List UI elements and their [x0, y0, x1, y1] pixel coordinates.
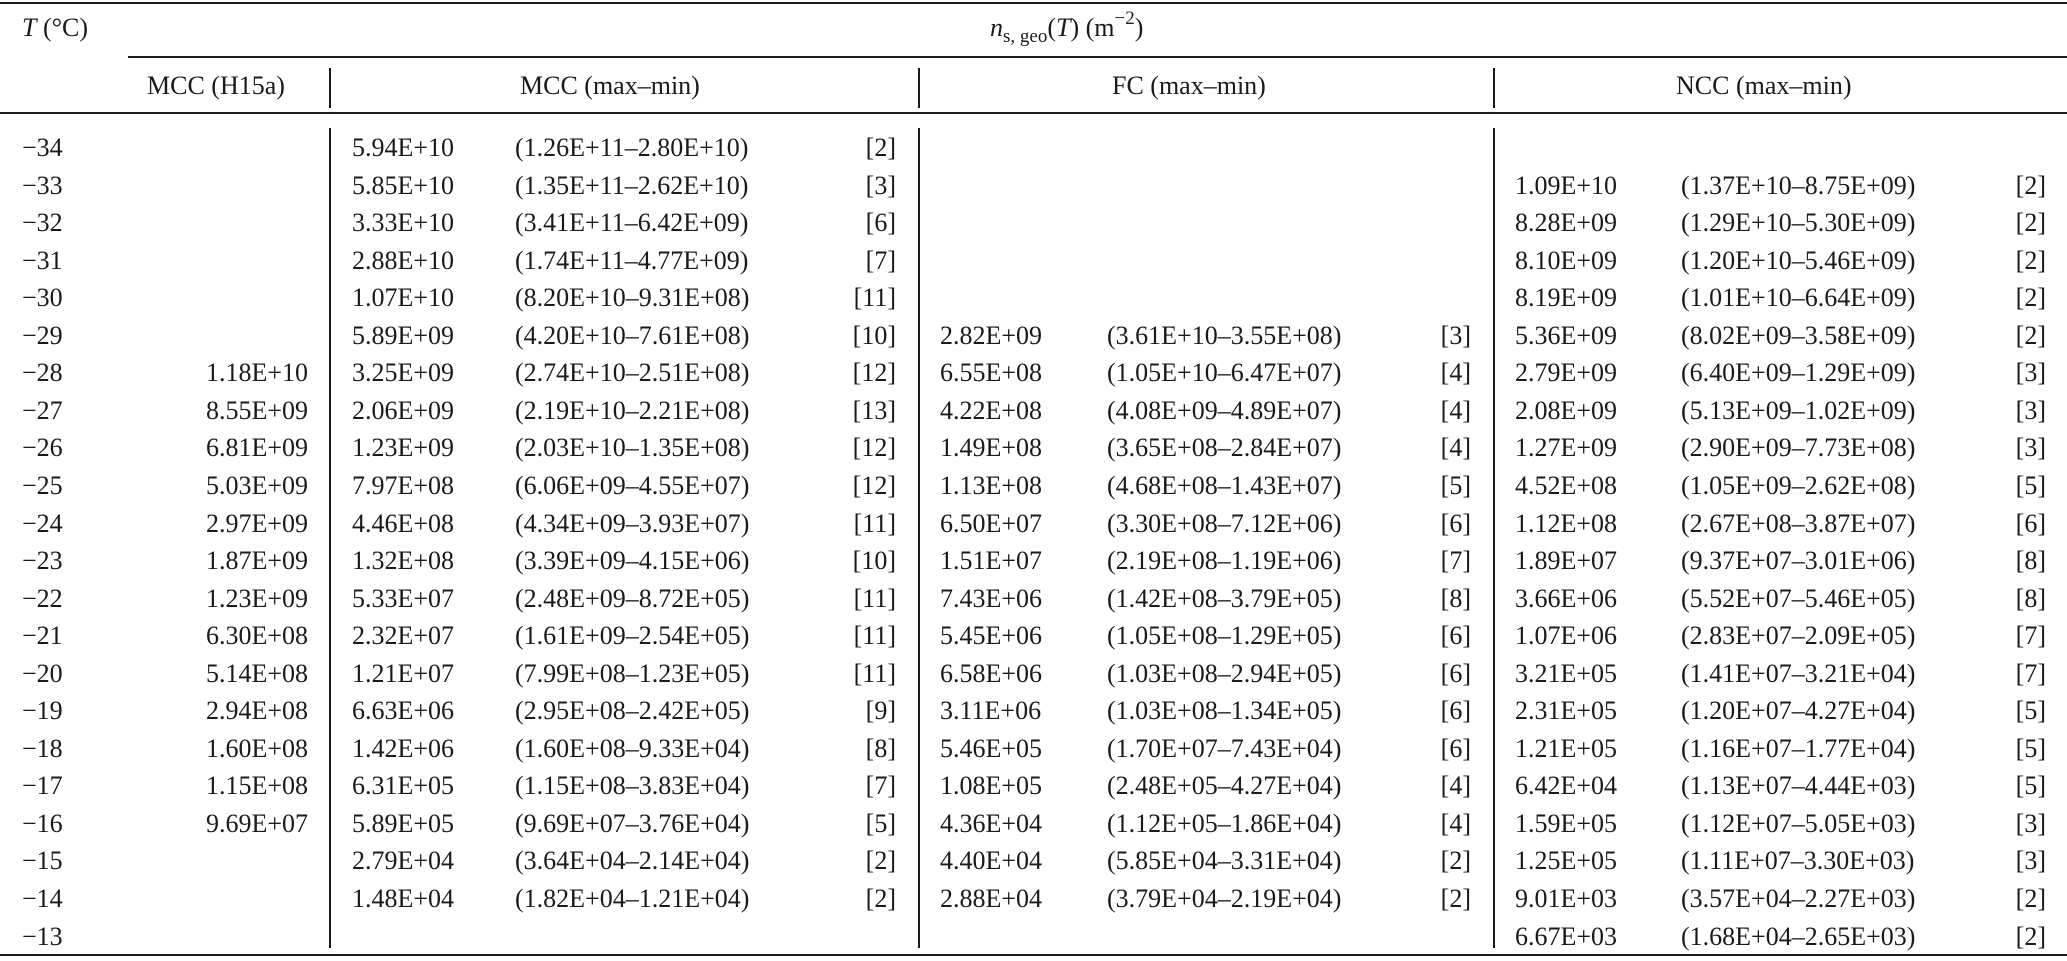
divider [329, 68, 331, 108]
fc-median: 6.50E+07 [940, 508, 1043, 538]
ncc-count: [2] [2015, 884, 2046, 913]
mcc-count: [8] [865, 733, 896, 763]
ncc-count: [8] [2015, 546, 2046, 576]
fc-range: (1.12E+05–1.86E+04) [1107, 808, 1342, 838]
ncc-count: [5] [2015, 696, 2046, 726]
ns-paren-close: ) [1134, 13, 1144, 42]
fc-count: [4] [1440, 771, 1471, 801]
mcc-range: (7.99E+08–1.23E+05) [515, 658, 750, 688]
mcc-median: 6.31E+05 [352, 771, 455, 801]
fc-range: (1.05E+08–1.29E+05) [1107, 621, 1342, 651]
fc-range: (2.19E+08–1.19E+06) [1107, 546, 1342, 576]
mcc-count: [9] [865, 696, 896, 726]
ncc-count: [3] [2015, 808, 2046, 838]
mcc-median: 6.63E+06 [352, 696, 455, 726]
subheader-fc-maxmin: FC (max–min) [1112, 71, 1266, 100]
fc-range: (3.65E+08–2.84E+07) [1107, 433, 1342, 463]
temperature-unit: (°C) [36, 13, 89, 42]
fc-count: [5] [1440, 470, 1471, 500]
mcc-h15a-value: 1.60E+08 [205, 733, 308, 763]
span-underline [128, 56, 2067, 58]
mcc-count: [2] [865, 133, 896, 162]
mcc-range: (4.34E+09–3.93E+07) [515, 508, 750, 538]
fc-range: (5.85E+04–3.31E+04) [1107, 846, 1342, 876]
mcc-range: (1.26E+11–2.80E+10) [515, 133, 749, 162]
fc-median: 6.58E+06 [940, 658, 1043, 688]
ncc-count: [2] [2015, 170, 2046, 200]
ncc-range: (1.20E+10–5.46E+09) [1681, 245, 1916, 275]
mcc-count: [10] [852, 320, 896, 350]
mcc-median: 1.42E+06 [352, 733, 455, 763]
ncc-range: (1.41E+07–3.21E+04) [1681, 658, 1916, 688]
ncc-median: 1.12E+08 [1515, 508, 1618, 538]
fc-median: 1.49E+08 [940, 433, 1043, 463]
temperature-cell: −28 [22, 358, 63, 388]
ncc-median: 1.21E+05 [1515, 733, 1618, 763]
mcc-median: 3.33E+10 [352, 208, 455, 238]
fc-range: (3.30E+08–7.12E+06) [1107, 508, 1342, 538]
ncc-median: 2.79E+09 [1515, 358, 1618, 388]
ncc-median: 3.66E+06 [1515, 583, 1618, 613]
ncc-range: (1.37E+10–8.75E+09) [1681, 170, 1916, 200]
ncc-range: (1.68E+04–2.65E+03) [1681, 921, 1916, 951]
mcc-median: 5.33E+07 [352, 583, 455, 613]
mcc-median: 1.07E+10 [352, 283, 455, 313]
mcc-h15a-value: 9.69E+07 [205, 808, 308, 838]
fc-count: [2] [1440, 884, 1471, 913]
ncc-count: [7] [2015, 621, 2046, 651]
fc-range: (4.68E+08–1.43E+07) [1107, 470, 1342, 500]
ncc-range: (2.90E+09–7.73E+08) [1681, 433, 1916, 463]
ncc-count: [3] [2015, 358, 2046, 388]
ncc-range: (8.02E+09–3.58E+09) [1681, 320, 1916, 350]
divider [918, 68, 920, 108]
fc-median: 5.45E+06 [940, 621, 1043, 651]
ns-subscript: s, geo [1003, 26, 1048, 47]
ncc-median: 5.36E+09 [1515, 320, 1618, 350]
ncc-range: (1.20E+07–4.27E+04) [1681, 696, 1916, 726]
ncc-median: 1.89E+07 [1515, 546, 1618, 576]
ncc-range: (1.11E+07–3.30E+03) [1681, 846, 1915, 876]
fc-count: [4] [1440, 433, 1471, 463]
fc-count: [6] [1440, 733, 1471, 763]
mcc-count: [10] [852, 546, 896, 576]
mcc-h15a-value: 1.18E+10 [205, 358, 308, 388]
ncc-median: 8.28E+09 [1515, 208, 1618, 238]
temperature-cell: −29 [22, 320, 63, 350]
mcc-count: [11] [853, 583, 896, 613]
ncc-range: (1.16E+07–1.77E+04) [1681, 733, 1916, 763]
temperature-cell: −25 [22, 470, 63, 500]
ns-unit-exponent: −2 [1114, 8, 1135, 29]
fc-range: (3.61E+10–3.55E+08) [1107, 320, 1342, 350]
mcc-median: 2.79E+04 [352, 846, 455, 876]
mcc-median: 2.06E+09 [352, 395, 455, 425]
mcc-median: 1.32E+08 [352, 546, 455, 576]
fc-median: 3.11E+06 [940, 696, 1042, 726]
mcc-h15a-value: 2.97E+09 [205, 508, 308, 538]
mcc-h15a-value: 6.30E+08 [205, 621, 308, 651]
temperature-cell: −21 [22, 621, 63, 651]
fc-count: [4] [1440, 808, 1471, 838]
mcc-range: (2.74E+10–2.51E+08) [515, 358, 750, 388]
mcc-range: (3.64E+04–2.14E+04) [515, 846, 750, 876]
ncc-median: 1.27E+09 [1515, 433, 1618, 463]
temperature-cell: −32 [22, 208, 63, 238]
divider [329, 128, 331, 948]
temperature-cell: −13 [22, 921, 63, 951]
fc-range: (1.03E+08–1.34E+05) [1107, 696, 1342, 726]
ncc-count: [8] [2015, 583, 2046, 613]
mcc-count: [11] [853, 621, 896, 651]
mcc-median: 1.21E+07 [352, 658, 455, 688]
temperature-cell: −17 [22, 771, 63, 801]
temperature-cell: −27 [22, 395, 63, 425]
fc-count: [7] [1440, 546, 1471, 576]
temperature-cell: −15 [22, 846, 63, 876]
temperature-cell: −16 [22, 808, 63, 838]
mcc-range: (1.74E+11–4.77E+09) [515, 245, 749, 275]
mcc-count: [12] [852, 433, 896, 463]
mcc-range: (1.15E+08–3.83E+04) [515, 771, 750, 801]
fc-count: [3] [1440, 320, 1471, 350]
fc-median: 2.88E+04 [940, 884, 1043, 913]
ncc-count: [5] [2015, 733, 2046, 763]
ncc-count: [3] [2015, 395, 2046, 425]
mcc-range: (2.03E+10–1.35E+08) [515, 433, 750, 463]
fc-count: [4] [1440, 395, 1471, 425]
ncc-median: 8.19E+09 [1515, 283, 1618, 313]
mcc-count: [11] [853, 283, 896, 313]
ns-paren-open: ( [1047, 13, 1056, 42]
ncc-count: [2] [2015, 921, 2046, 951]
mcc-h15a-value: 5.14E+08 [205, 658, 308, 688]
fc-median: 7.43E+06 [940, 583, 1043, 613]
ncc-count: [3] [2015, 433, 2046, 463]
ncc-median: 6.67E+03 [1515, 921, 1618, 951]
fc-count: [8] [1440, 583, 1471, 613]
ncc-median: 1.09E+10 [1515, 170, 1618, 200]
mcc-count: [12] [852, 470, 896, 500]
mcc-count: [6] [865, 208, 896, 238]
mcc-range: (2.95E+08–2.42E+05) [515, 696, 750, 726]
temperature-cell: −14 [22, 884, 63, 913]
fc-median: 5.46E+05 [940, 733, 1043, 763]
ncc-count: [7] [2015, 658, 2046, 688]
mcc-range: (1.60E+08–9.33E+04) [515, 733, 750, 763]
fc-range: (1.42E+08–3.79E+05) [1107, 583, 1342, 613]
mcc-h15a-value: 2.94E+08 [205, 696, 308, 726]
fc-range: (1.05E+10–6.47E+07) [1107, 358, 1342, 388]
temperature-symbol: T [22, 13, 37, 42]
mcc-count: [3] [865, 170, 896, 200]
ncc-range: (9.37E+07–3.01E+06) [1681, 546, 1916, 576]
temperature-cell: −26 [22, 433, 63, 463]
subheader-mcc-h15a: MCC (H15a) [147, 71, 285, 100]
mcc-h15a-value: 8.55E+09 [205, 395, 308, 425]
mcc-count: [11] [853, 658, 896, 688]
mcc-range: (1.82E+04–1.21E+04) [515, 884, 750, 913]
mcc-count: [5] [865, 808, 896, 838]
ncc-median: 9.01E+03 [1515, 884, 1618, 913]
mcc-range: (8.20E+10–9.31E+08) [515, 283, 750, 313]
ncc-count: [3] [2015, 846, 2046, 876]
fc-median: 4.40E+04 [940, 846, 1043, 876]
temperature-cell: −23 [22, 546, 63, 576]
fc-range: (1.03E+08–2.94E+05) [1107, 658, 1342, 688]
mcc-median: 5.89E+05 [352, 808, 455, 838]
divider [1493, 128, 1495, 948]
ncc-range: (5.52E+07–5.46E+05) [1681, 583, 1916, 613]
ncc-range: (1.12E+07–5.05E+03) [1681, 808, 1916, 838]
mcc-median: 2.88E+10 [352, 245, 455, 275]
ncc-median: 1.07E+06 [1515, 621, 1618, 651]
fc-median: 2.82E+09 [940, 320, 1043, 350]
fc-median: 1.08E+05 [940, 771, 1043, 801]
mcc-count: [13] [852, 395, 896, 425]
temperature-header [22, 12, 88, 44]
fc-median: 1.13E+08 [940, 470, 1043, 500]
mcc-count: [2] [865, 884, 896, 913]
ncc-count: [2] [2015, 245, 2046, 275]
temperature-cell: −19 [22, 696, 63, 726]
ncc-range: (1.01E+10–6.64E+09) [1681, 283, 1916, 313]
divider [918, 128, 920, 948]
ns-arg-symbol: T [1056, 13, 1071, 42]
ncc-median: 2.31E+05 [1515, 696, 1618, 726]
fc-range: (1.70E+07–7.43E+04) [1107, 733, 1342, 763]
mcc-count: [7] [865, 771, 896, 801]
mcc-median: 2.32E+07 [352, 621, 455, 651]
mcc-median: 4.46E+08 [352, 508, 455, 538]
ncc-median: 3.21E+05 [1515, 658, 1618, 688]
temperature-cell: −34 [22, 133, 63, 162]
temperature-cell: −22 [22, 583, 63, 613]
mcc-h15a-value: 1.15E+08 [205, 771, 308, 801]
fc-range: (3.79E+04–2.19E+04) [1107, 884, 1342, 913]
fc-count: [4] [1440, 358, 1471, 388]
mcc-h15a-value: 6.81E+09 [205, 433, 308, 463]
mcc-count: [12] [852, 358, 896, 388]
temperature-cell: −33 [22, 170, 63, 200]
ncc-range: (2.67E+08–3.87E+07) [1681, 508, 1916, 538]
temperature-cell: −18 [22, 733, 63, 763]
mcc-range: (6.06E+09–4.55E+07) [515, 470, 750, 500]
temperature-cell: −31 [22, 245, 63, 275]
fc-count: [2] [1440, 846, 1471, 876]
mcc-range: (1.61E+09–2.54E+05) [515, 621, 750, 651]
mcc-median: 3.25E+09 [352, 358, 455, 388]
subheader-mcc-maxmin: MCC (max–min) [520, 71, 700, 100]
mcc-median: 7.97E+08 [352, 470, 455, 500]
mcc-count: [7] [865, 245, 896, 275]
ncc-range: (2.83E+07–2.09E+05) [1681, 621, 1916, 651]
ncc-range: (5.13E+09–1.02E+09) [1681, 395, 1916, 425]
ncc-count: [2] [2015, 208, 2046, 238]
ncc-count: [5] [2015, 470, 2046, 500]
header-rule [0, 112, 2067, 114]
ncc-count: [2] [2015, 320, 2046, 350]
mcc-median: 5.85E+10 [352, 170, 455, 200]
ncc-median: 6.42E+04 [1515, 771, 1618, 801]
ncc-range: (1.05E+09–2.62E+08) [1681, 470, 1916, 500]
mcc-count: [2] [865, 846, 896, 876]
ncc-median: 1.25E+05 [1515, 846, 1618, 876]
ncc-median: 8.10E+09 [1515, 245, 1618, 275]
mcc-range: (3.41E+11–6.42E+09) [515, 208, 749, 238]
ncc-range: (6.40E+09–1.29E+09) [1681, 358, 1916, 388]
fc-range: (4.08E+09–4.89E+07) [1107, 395, 1342, 425]
ncc-median: 2.08E+09 [1515, 395, 1618, 425]
mcc-count: [11] [853, 508, 896, 538]
fc-count: [6] [1440, 696, 1471, 726]
mcc-range: (1.35E+11–2.62E+10) [515, 170, 749, 200]
fc-count: [6] [1440, 508, 1471, 538]
mcc-range: (9.69E+07–3.76E+04) [515, 808, 750, 838]
ncc-count: [5] [2015, 771, 2046, 801]
ncc-range: (3.57E+04–2.27E+03) [1681, 884, 1916, 913]
mcc-median: 1.23E+09 [352, 433, 455, 463]
mcc-h15a-value: 1.87E+09 [205, 546, 308, 576]
mcc-median: 5.89E+09 [352, 320, 455, 350]
subheader-ncc-maxmin: NCC (max–min) [1676, 71, 1852, 100]
fc-median: 4.36E+04 [940, 808, 1043, 838]
top-rule [0, 2, 2067, 4]
fc-median: 6.55E+08 [940, 358, 1043, 388]
ns-unit: ) (m [1070, 13, 1115, 42]
ncc-median: 1.59E+05 [1515, 808, 1618, 838]
ns-symbol: n [990, 13, 1003, 42]
mcc-h15a-value: 1.23E+09 [205, 583, 308, 613]
ncc-median: 4.52E+08 [1515, 470, 1618, 500]
fc-count: [6] [1440, 658, 1471, 688]
fc-count: [6] [1440, 621, 1471, 651]
bottom-rule [0, 954, 2067, 956]
mcc-range: (4.20E+10–7.61E+08) [515, 320, 750, 350]
fc-median: 4.22E+08 [940, 395, 1043, 425]
mcc-range: (3.39E+09–4.15E+06) [515, 546, 750, 576]
ncc-count: [2] [2015, 283, 2046, 313]
ncc-range: (1.29E+10–5.30E+09) [1681, 208, 1916, 238]
ncc-count: [6] [2015, 508, 2046, 538]
divider [1493, 68, 1495, 108]
temperature-cell: −24 [22, 508, 63, 538]
mcc-range: (2.19E+10–2.21E+08) [515, 395, 750, 425]
temperature-cell: −30 [22, 283, 63, 313]
mcc-range: (2.48E+09–8.72E+05) [515, 583, 750, 613]
fc-median: 1.51E+07 [940, 546, 1043, 576]
mcc-median: 1.48E+04 [352, 884, 455, 913]
ncc-range: (1.13E+07–4.44E+03) [1681, 771, 1916, 801]
mcc-h15a-value: 5.03E+09 [205, 470, 308, 500]
ns-geo-header [990, 8, 1144, 47]
mcc-median: 5.94E+10 [352, 133, 455, 162]
temperature-cell: −20 [22, 658, 63, 688]
fc-range: (2.48E+05–4.27E+04) [1107, 771, 1342, 801]
